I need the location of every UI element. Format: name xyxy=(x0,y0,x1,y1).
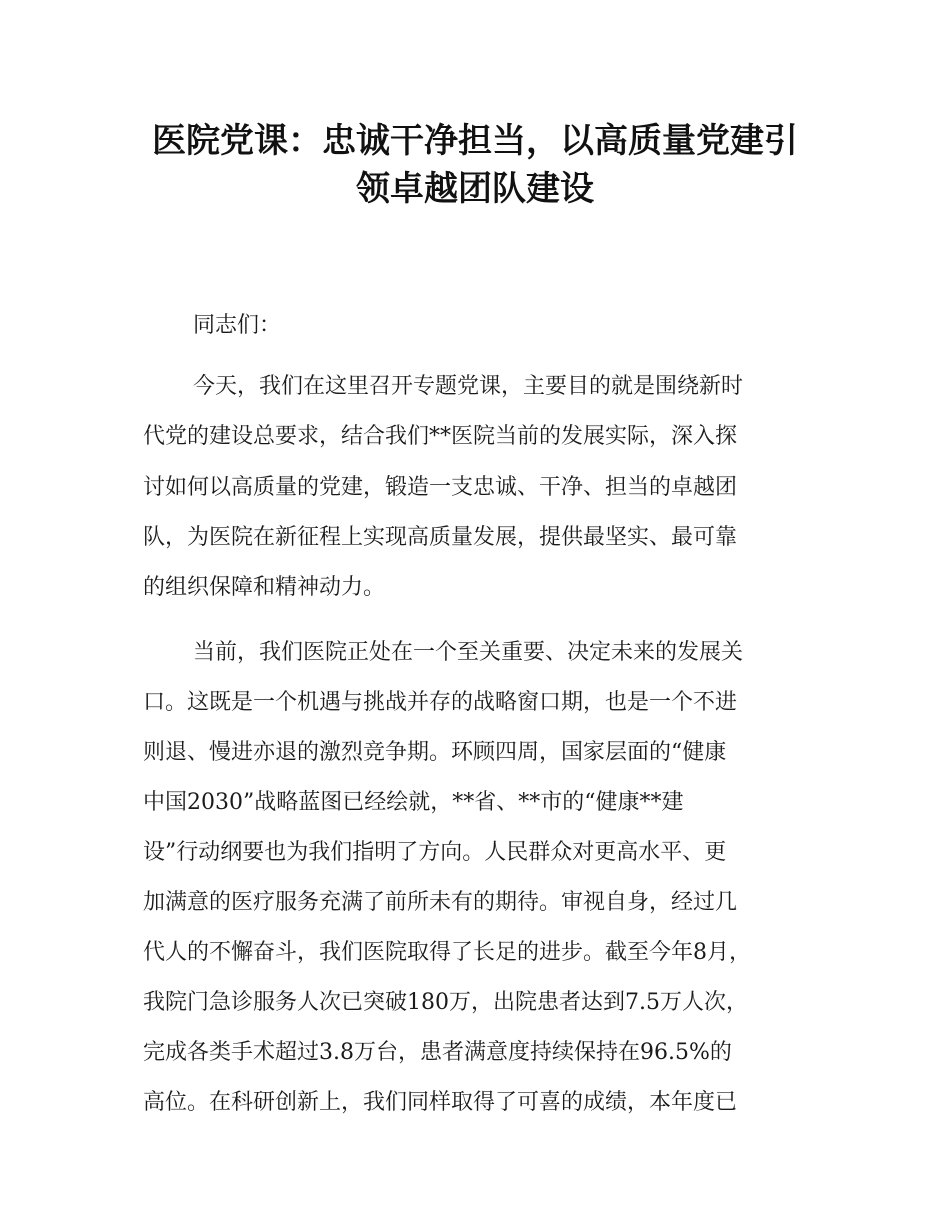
paragraph-2-line: 中国2030”战略蓝图已经绘就，**省、**市的“健康**建 xyxy=(143,790,684,815)
paragraph-2-line: 口。这既是一个机遇与挑战并存的战略窗口期，也是一个不进 xyxy=(143,690,738,715)
paragraph-1-line: 的组织保障和精神动力。 xyxy=(143,575,386,600)
paragraph-1-line: 讨如何以高质量的党建，锻造一支忠诚、干净、担当的卓越团 xyxy=(143,475,738,500)
salutation: 同志们： xyxy=(193,313,282,338)
paragraph-2-line: 当前，我们医院正处在一个至关重要、决定未来的发展关 xyxy=(193,640,744,665)
paragraph-2-line: 完成各类手术超过3.8万台，患者满意度持续保持在96.5%的 xyxy=(143,1040,732,1065)
paragraph-1-line: 代党的建设总要求，结合我们**医院当前的发展实际，深入探 xyxy=(143,424,738,449)
paragraph-2-line: 加满意的医疗服务充满了前所未有的期待。审视自身，经过几 xyxy=(143,890,738,915)
paragraph-2-line: 高位。在科研创新上，我们同样取得了可喜的成绩，本年度已 xyxy=(143,1090,738,1115)
paragraph-2-line: 代人的不懈奋斗，我们医院取得了长足的进步。截至今年8月， xyxy=(143,940,751,965)
paragraph-2-line: 设”行动纲要也为我们指明了方向。人民群众对更高水平、更 xyxy=(143,840,727,865)
paragraph-1-line: 队，为医院在新征程上实现高质量发展，提供最坚实、最可靠 xyxy=(143,525,738,550)
document-title-line-2: 领卓越团队建设 xyxy=(356,169,594,209)
document-title-line-1: 医院党课：忠诚干净担当，以高质量党建引 xyxy=(152,121,798,161)
paragraph-1-line: 今天，我们在这里召开专题党课，主要目的就是围绕新时 xyxy=(193,374,744,399)
paragraph-2-line: 则退、慢进亦退的激烈竞争期。环顾四周，国家层面的“健康 xyxy=(143,740,727,765)
paragraph-2-line: 我院门急诊服务人次已突破180万，出院患者达到7.5万人次， xyxy=(143,990,748,1015)
